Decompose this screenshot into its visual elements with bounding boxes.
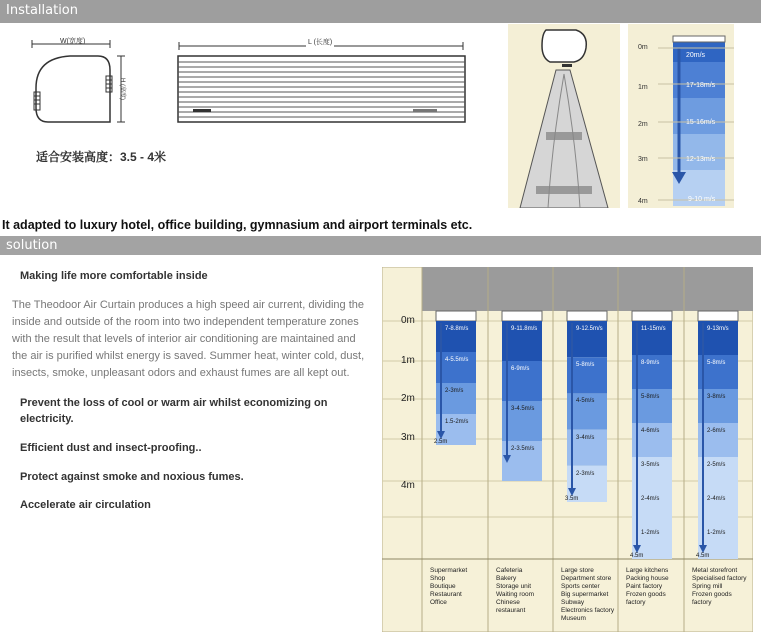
y-tick-0: 0m xyxy=(401,315,415,326)
speed-label-1-3: 2-3.5m/s xyxy=(511,446,535,452)
speed-height-chart xyxy=(628,24,734,208)
unit-front-diagram xyxy=(175,36,467,131)
speed-label-4-3: 2-6m/s xyxy=(707,428,726,434)
y-tick-4: 4m xyxy=(401,480,415,491)
speed-label-4-4: 2-5m/s xyxy=(707,462,726,468)
speed-value-0: 20m/s xyxy=(686,52,706,59)
speed-label-3-4: 3-5m/s xyxy=(641,462,660,468)
speed-label-3-5: 2-4m/s xyxy=(641,496,660,502)
speed-label-3-2: 5-8m/s xyxy=(641,394,660,400)
speed-label-4-5: 2-4m/s xyxy=(707,496,726,502)
speed-level-2: 2m xyxy=(638,121,648,128)
reach-label-0: 2.5m xyxy=(434,439,448,445)
curtain-unit-0 xyxy=(436,311,476,321)
speed-label-4-0: 9-13m/s xyxy=(707,326,729,332)
speed-value-1: 17-18m/s xyxy=(686,82,716,89)
unit-side-diagram xyxy=(18,30,148,140)
feature-dust: Efficient dust and insect-proofing.. xyxy=(20,442,202,454)
curtain-unit-1 xyxy=(502,311,542,321)
speed-label-4-6: 1-2m/s xyxy=(707,530,726,536)
speed-label-2-0: 9-12.5m/s xyxy=(576,326,603,332)
curtain-unit-4 xyxy=(698,311,738,321)
speed-label-4-2: 3-8m/s xyxy=(707,394,726,400)
curtain-unit-3 xyxy=(632,311,672,321)
y-tick-2: 2m xyxy=(401,393,415,404)
reach-label-3: 4.5m xyxy=(630,553,644,559)
speed-label-0-1: 4-5.5m/s xyxy=(445,357,469,363)
speed-label-3-0: 11-15m/s xyxy=(641,326,666,332)
speed-label-2-1: 5-8m/s xyxy=(576,362,595,369)
reach-label-2: 3.5m xyxy=(565,496,579,502)
speed-label-1-0: 9-11.8m/s xyxy=(511,326,538,332)
speed-label-1-1: 6-9m/s xyxy=(511,366,530,372)
speed-value-4: 9-10 m/s xyxy=(688,196,716,203)
speed-value-3: 12-13m/s xyxy=(686,156,716,163)
uses-list-4: Metal storefront Specialised factory Spring mill Frozen goods factory xyxy=(692,567,747,606)
feature-smoke: Protect against smoke and noxious fumes. xyxy=(20,471,244,483)
uses-list-3: Large kitchens Packing house Paint factory Frozen goods factory xyxy=(626,567,669,606)
solution-heading: Making life more comfortable inside xyxy=(20,270,208,282)
speed-level-0: 0m xyxy=(638,44,648,51)
speed-level-4: 4m xyxy=(638,198,648,205)
solution-paragraph: The Theodoor Air Curtain produces a high speed air current, dividing the inside and outside of the room into two independent temperature zones with the result that levels of interior air conditioning are maintained and the air is purified whilst energy is saved. Summer heat, winter cold, dust, insects, smoke, unpleasant odors and exhaust fumes are all kept out. xyxy=(12,299,365,379)
tagline: It adapted to luxury hotel, office building, gymnasium and airport terminals etc. xyxy=(2,218,473,232)
width-label: W(宽度) xyxy=(60,38,86,45)
speed-level-3: 3m xyxy=(638,156,648,163)
speed-value-2: 15-16m/s xyxy=(686,119,716,126)
solution-header: solution xyxy=(0,236,761,255)
speed-label-4-1: 5-8m/s xyxy=(707,360,726,366)
speed-label-3-6: 1-2m/s xyxy=(641,530,660,536)
length-label: L (长度) xyxy=(308,39,333,46)
speed-label-2-3: 3-4m/s xyxy=(576,434,595,441)
speed-level-1: 1m xyxy=(638,84,648,91)
y-tick-1: 1m xyxy=(401,355,415,366)
speed-label-0-0: 7-8.8m/s xyxy=(445,326,469,332)
height-label: H (高度) xyxy=(119,78,125,100)
speed-label-3-1: 8-9m/s xyxy=(641,360,660,366)
speed-label-2-2: 4-5m/s xyxy=(576,398,595,405)
reach-label-4: 4.5m xyxy=(696,553,710,559)
uses-list-2: Large store Department store Sports center Big supermarket Subway Electronics factory Museum xyxy=(561,567,615,622)
speed-label-0-3: 1.5-2m/s xyxy=(445,419,469,425)
uses-list-0: Supermarket Shop Boutique Restaurant Office xyxy=(430,567,468,606)
curtain-unit-2 xyxy=(567,311,607,321)
feature-circulation: Accelerate air circulation xyxy=(20,499,151,511)
airflow-cone-illustration xyxy=(508,24,620,208)
speed-label-1-2: 3-4.5m/s xyxy=(511,406,535,412)
speed-label-3-3: 4-6m/s xyxy=(641,428,660,434)
uses-list-1: Cafeteria Bakery Storage unit Waiting room Chinese restaurant xyxy=(496,567,535,614)
chart-top-band xyxy=(422,267,753,311)
speed-label-0-2: 2-3m/s xyxy=(445,388,464,394)
mount-height-text: 适合安装高度：3.5 - 4米 xyxy=(36,150,167,164)
feature-energy: Prevent the loss of cool or warm air whilst economizing on electricity. xyxy=(20,397,328,425)
speed-label-2-4: 2-3m/s xyxy=(576,470,595,477)
y-tick-3: 3m xyxy=(401,432,415,443)
installation-header: Installation xyxy=(0,0,761,23)
